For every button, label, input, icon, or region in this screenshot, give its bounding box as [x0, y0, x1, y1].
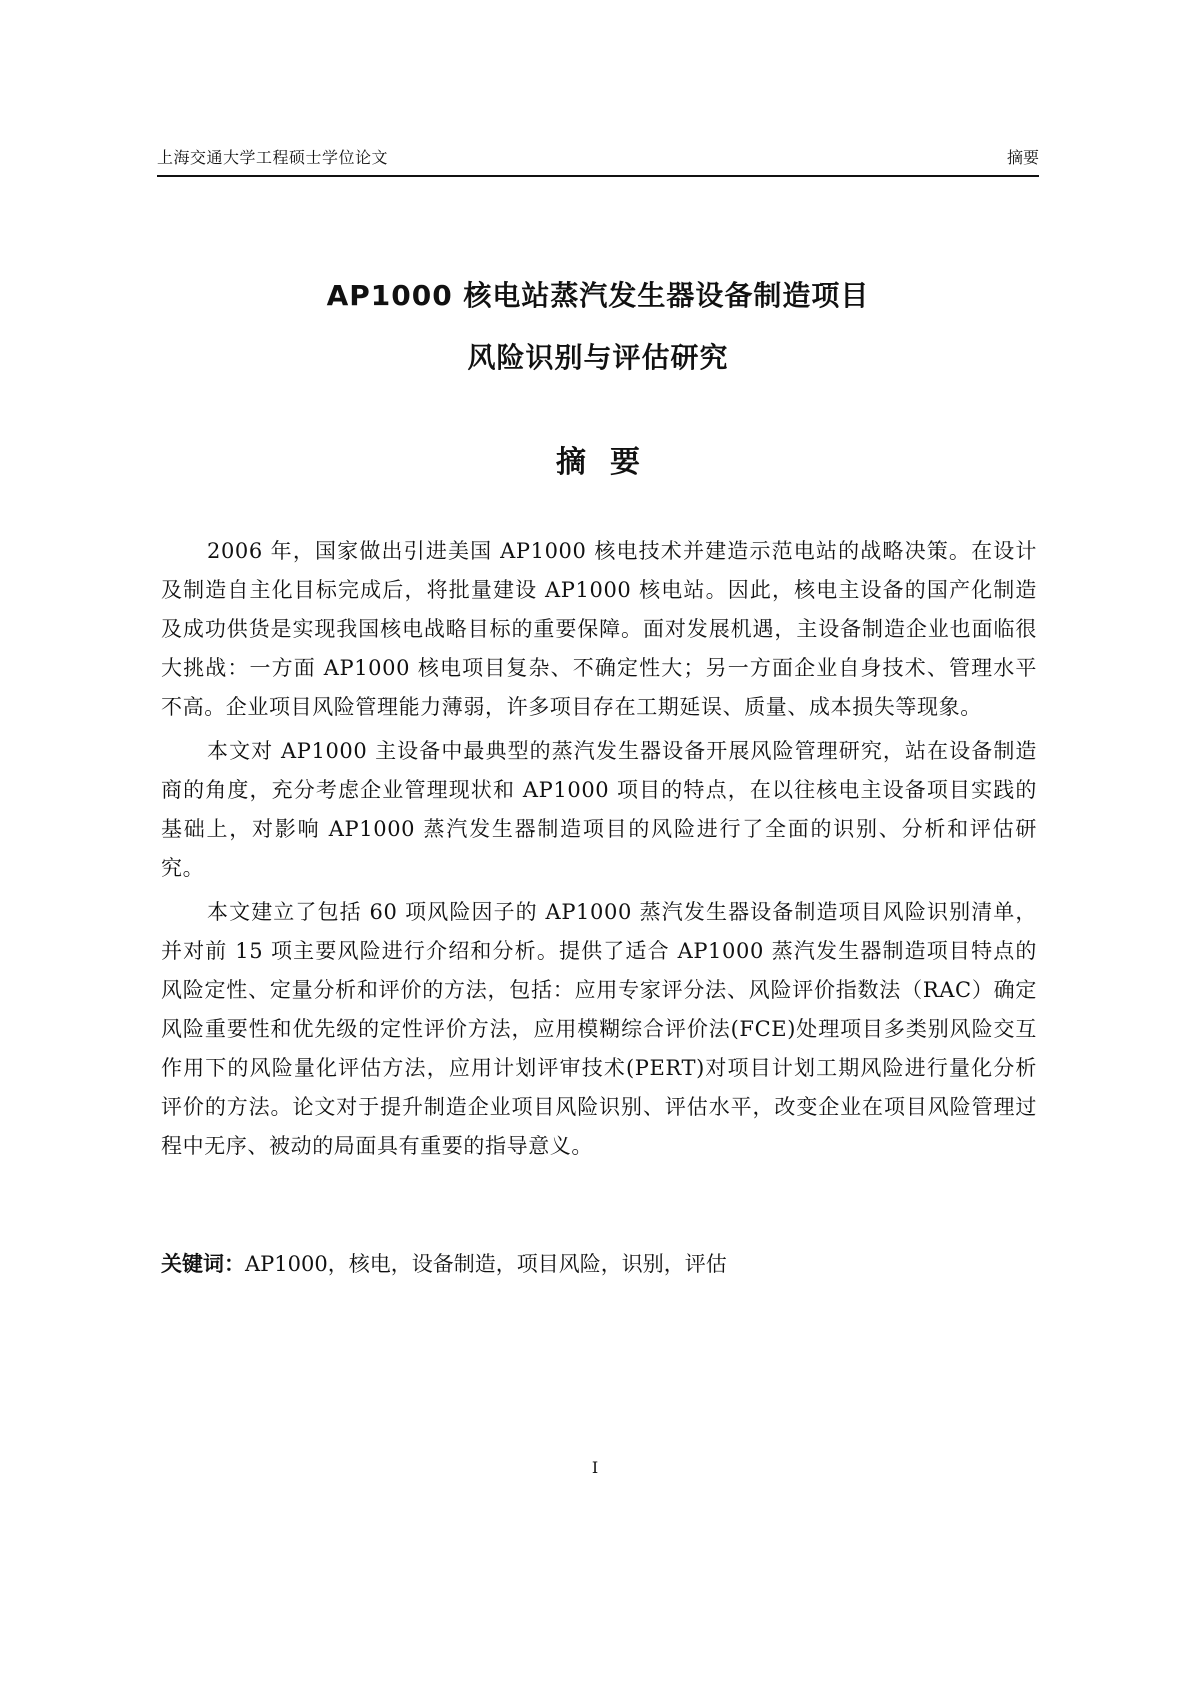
- abstract-paragraph-2: 本文对 AP1000 主设备中最典型的蒸汽发生器设备开展风险管理研究，站在设备制造商的角度，充分考虑企业管理现状和 AP1000 项目的特点，在以往核电主设备项目实践的基础上，对影响 AP1000 蒸汽发生器制造项目的风险进行了全面的识别、分析和评估研究。: [161, 739, 1037, 880]
- header-section-name: 摘要: [1006, 148, 1039, 167]
- thesis-title-line-1: AP1000 核电站蒸汽发生器设备制造项目: [326, 279, 870, 312]
- keywords-label: 关键词：: [161, 1252, 245, 1276]
- header-university-title: 上海交通大学工程硕士学位论文: [157, 148, 389, 167]
- abstract-paragraph-3: 本文建立了包括 60 项风险因子的 AP1000 蒸汽发生器设备制造项目风险识别清单，并对前 15 项主要风险进行介绍和分析。提供了适合 AP1000 蒸汽发生器制造项目特点的风险定性、定量分析和评价的方法，包括：应用专家评分法、风险评价指数法（RAC）确定风险重要性和优先级的定性评价方法，应用模糊综合评价法(FCE)处理项目多类别风险交互作用下的风险量化评估方法，应用计划评审技术(PERT)对项目计划工期风险进行量化分析评价的方法。论文对于提升制造企业项目风险识别、评估水平，改变企业在项目风险管理过程中无序、被动的局面具有重要的指导意义。: [161, 900, 1037, 1158]
- keywords-line: [161, 1248, 1037, 1280]
- running-header: [157, 141, 1039, 177]
- page-number: I: [591, 1458, 599, 1477]
- abstract-heading: 摘要: [556, 445, 664, 480]
- abstract-body: [161, 532, 1037, 1171]
- keywords-value: AP1000，核电，设备制造，项目风险，识别，评估: [245, 1252, 727, 1276]
- thesis-title-line-2: 风险识别与评估研究: [467, 341, 729, 374]
- abstract-paragraph-1: 2006 年，国家做出引进美国 AP1000 核电技术并建造示范电站的战略决策。在设计及制造自主化目标完成后，将批量建设 AP1000 核电站。因此，核电主设备的国产化制造及成功供货是实现我国核电战略目标的重要保障。面对发展机遇，主设备制造企业也面临很大挑战：一方面 AP1000 核电项目复杂、不确定性大；另一方面企业自身技术、管理水平不高。企业项目风险管理能力薄弱，许多项目存在工期延误、质量、成本损失等现象。: [161, 539, 1037, 719]
